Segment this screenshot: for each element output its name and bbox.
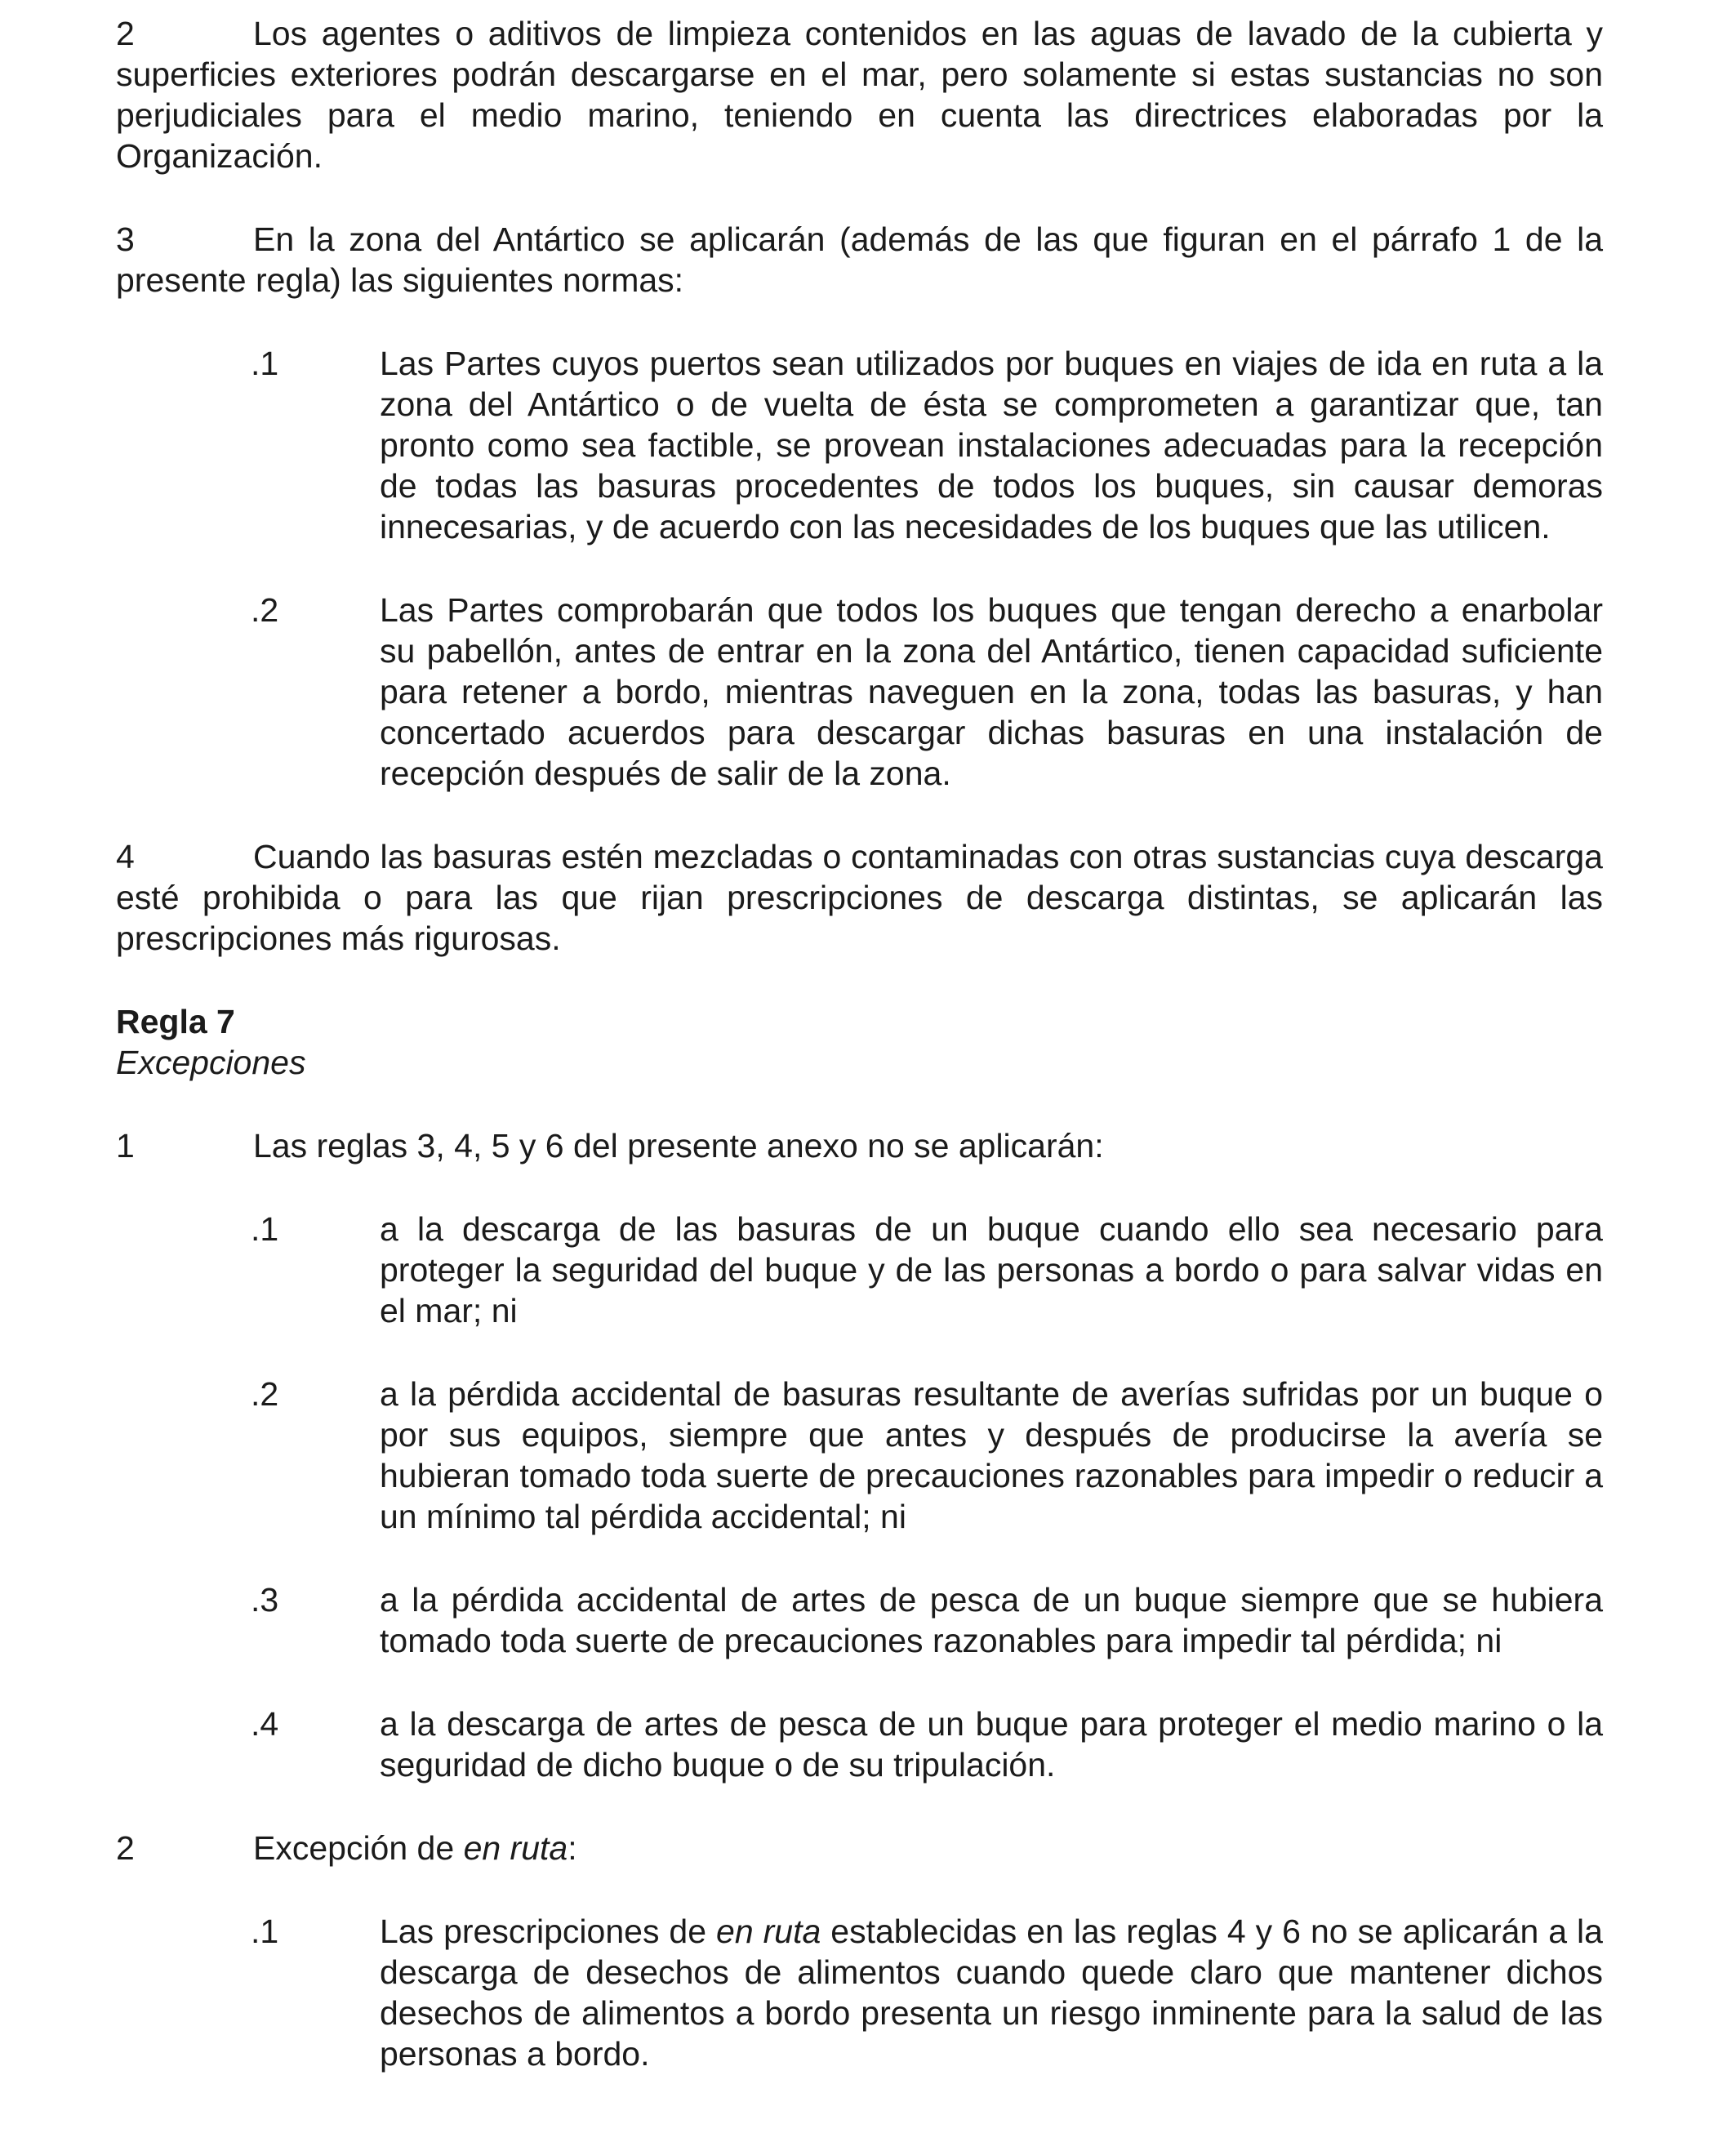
list-item-3-2 — [251, 590, 1603, 794]
paragraph-2-excepcion-text — [253, 1829, 577, 1867]
list-item-1-3-text: a la pérdida accidental de artes de pesca de un buque siempre que se hubiera tomado toda suerte de precauciones razonables para impedir tal pérdida; ni — [380, 1581, 1603, 1659]
list-item-1-1-number: .1 — [251, 1210, 279, 1248]
list-item-1-3-number: .3 — [251, 1581, 279, 1619]
list-item-1-2-number: .2 — [251, 1375, 279, 1413]
paragraph-3-number: 3 — [116, 220, 135, 258]
paragraph-1-number: 1 — [116, 1127, 135, 1165]
paragraph-4-number: 4 — [116, 838, 135, 875]
regla-7-title: Regla 7 — [116, 1003, 235, 1040]
list-item-2-1-text — [380, 1913, 1603, 2073]
list-item-1-4-number: .4 — [251, 1705, 279, 1743]
list-item-3-1-text: Las Partes cuyos puertos sean utilizados por buques en viajes de ida en ruta a la zona del Antártico o de vuelta de ésta se comprometen a garantizar que, tan pronto como sea factible, se provean instalaciones adecuadas para la recepción de todas las basuras procedentes de todos los buques, sin causar demoras innecesarias, y de acuerdo con las necesidades de los buques que las utilicen. — [380, 345, 1603, 546]
text-segment: : — [568, 1829, 577, 1867]
paragraph-1-text: Las reglas 3, 4, 5 y 6 del presente anexo no se aplicarán: — [253, 1127, 1104, 1165]
paragraph-3 — [116, 219, 1603, 301]
paragraph-1 — [116, 1125, 1603, 1166]
text-segment-italic: en ruta — [463, 1829, 568, 1867]
text-segment: Excepción de — [253, 1829, 464, 1867]
list-item-2-1 — [251, 1911, 1603, 2074]
list-item-1-1 — [251, 1209, 1603, 1331]
text-segment: establecidas en las reglas 4 y 6 no se aplicarán a la descarga de desechos de alimentos cuando quede claro que mantener dichos desechos de alimentos a bordo presenta un riesgo inminente para la salud de las personas a bordo. — [380, 1913, 1603, 2073]
list-item-3-2-text: Las Partes comprobarán que todos los buques que tengan derecho a enarbolar su pabellón, antes de entrar en la zona del Antártico, tienen capacidad suficiente para retener a bordo, mientras naveguen en la zona, todas las basuras, y han concertado acuerdos para descargar dichas basuras en una instalación de recepción después de salir de la zona. — [380, 591, 1603, 792]
list-item-3-2-number: .2 — [251, 591, 279, 629]
list-item-1-2-text: a la pérdida accidental de basuras resultante de averías sufridas por un buque o por sus equipos, siempre que antes y después de producirse la avería se hubieran tomado toda suerte de precauciones razonables para impedir o reducir a un mínimo tal pérdida accidental; ni — [380, 1375, 1603, 1535]
list-item-3-1-number: .1 — [251, 345, 279, 382]
text-segment-italic: en ruta — [716, 1913, 821, 1950]
paragraph-3-text: En la zona del Antártico se aplicarán (además de las que figuran en el párrafo 1 de la presente regla) las siguientes normas: — [116, 220, 1603, 299]
paragraph-2-text: Los agentes o aditivos de limpieza contenidos en las aguas de lavado de la cubierta y superficies exteriores podrán descargarse en el mar, pero solamente si estas sustancias no son perjudiciales para el medio marino, teniendo en cuenta las directrices elaboradas por la Organización. — [116, 15, 1603, 175]
regla-7-subtitle: Excepciones — [116, 1044, 306, 1081]
paragraph-2 — [116, 13, 1603, 176]
list-item-1-3 — [251, 1579, 1603, 1661]
paragraph-2-number: 2 — [116, 15, 135, 52]
list-item-1-4-text: a la descarga de artes de pesca de un buque para proteger el medio marino o la seguridad de dicho buque o de su tripulación. — [380, 1705, 1603, 1784]
list-item-2-1-number: .1 — [251, 1913, 279, 1950]
paragraph-2-excepcion — [116, 1828, 1603, 1868]
list-item-1-1-text: a la descarga de las basuras de un buque cuando ello sea necesario para proteger la seguridad del buque y de las personas a bordo o para salvar vidas en el mar; ni — [380, 1210, 1603, 1329]
paragraph-2-excepcion-number: 2 — [116, 1829, 135, 1867]
text-segment: Las prescripciones de — [380, 1913, 717, 1950]
list-item-3-1 — [251, 343, 1603, 547]
list-item-1-4 — [251, 1703, 1603, 1785]
paragraph-4-text: Cuando las basuras estén mezcladas o contaminadas con otras sustancias cuya descarga esté prohibida o para las que rijan prescripciones de descarga distintas, se aplicarán las prescripciones más rigurosas. — [116, 838, 1603, 957]
paragraph-4 — [116, 836, 1603, 959]
regla-7-heading — [116, 1001, 1603, 1083]
list-item-1-2 — [251, 1374, 1603, 1537]
